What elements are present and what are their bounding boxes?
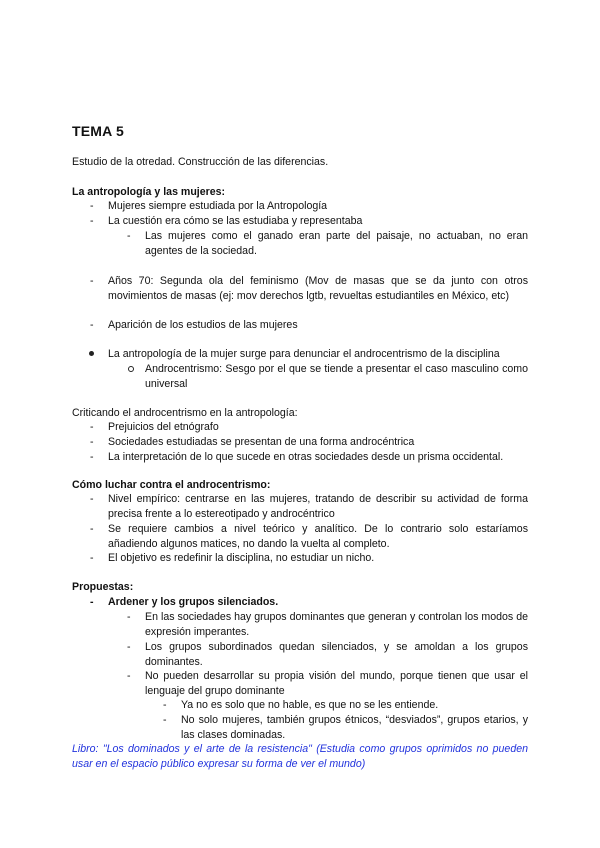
dash-marker: - xyxy=(90,275,94,287)
dash-marker: - xyxy=(127,611,131,623)
list-item: No pueden desarrollar su propia visión del mundo, porque tienen que usar el lenguaje del grupo dominante xyxy=(145,670,528,697)
list-item: No solo mujeres, también grupos étnicos, “desviados”, grupos etarios, y las clases dominadas. xyxy=(181,714,528,741)
bullet-circle-icon xyxy=(128,366,134,372)
list-item: Nivel empírico: centrarse en las mujeres, tratando de describir su actividad de forma precisa frente a lo estereotipado y androcéntrico xyxy=(108,493,528,520)
dash-marker: - xyxy=(163,699,167,711)
dash-marker: - xyxy=(127,641,131,653)
dash-marker: - xyxy=(90,596,94,608)
dash-marker: - xyxy=(127,230,131,242)
list-item: Los grupos subordinados quedan silenciados, y se amoldan a los grupos dominantes. xyxy=(145,641,528,668)
dash-marker: - xyxy=(90,552,94,564)
intro-text: Estudio de la otredad. Construcción de las diferencias. xyxy=(72,156,329,168)
section-heading-criticando: Criticando el androcentrismo en la antropología: xyxy=(72,407,298,419)
list-item: El objetivo es redefinir la disciplina, no estudiar un nicho. xyxy=(108,552,375,564)
list-item: Ya no es solo que no hable, es que no se les entiende. xyxy=(181,699,439,711)
dash-marker: - xyxy=(90,319,94,331)
list-item: En las sociedades hay grupos dominantes que generan y controlan los modos de expresión imperantes. xyxy=(145,611,528,638)
dash-marker: - xyxy=(90,215,94,227)
bullet-dot-icon xyxy=(89,351,94,356)
list-item: Las mujeres como el ganado eran parte del paisaje, no actuaban, no eran agentes de la sociedad. xyxy=(145,230,528,257)
book-note: Libro: "Los dominados y el arte de la resistencia" (Estudia como grupos oprimidos no pueden usar en el espacio público expresar su forma de ver el mundo) xyxy=(72,743,528,770)
dash-marker: - xyxy=(90,451,94,463)
section-heading-como-luchar: Cómo luchar contra el androcentrismo: xyxy=(72,479,271,491)
list-item: La cuestión era cómo se las estudiaba y representaba xyxy=(108,215,363,227)
list-item: Aparición de los estudios de las mujeres xyxy=(108,319,298,331)
dash-marker: - xyxy=(90,200,94,212)
dash-marker: - xyxy=(90,493,94,505)
dash-marker: - xyxy=(127,670,131,682)
list-item: Años 70: Segunda ola del feminismo (Mov de masas que se da junto con otros movimientos de masas (ej: mov derechos lgtb, revueltas estudiantiles en México, etc) xyxy=(108,275,528,302)
section-heading-propuestas: Propuestas: xyxy=(72,581,134,593)
dash-marker: - xyxy=(90,436,94,448)
list-item: Se requiere cambios a nivel teórico y analítico. De lo contrario solo estaríamos añadiendo algunos matices, no dando la vuelta al completo. xyxy=(108,523,528,550)
list-item: Androcentrismo: Sesgo por el que se tiende a presentar el caso masculino como universal xyxy=(145,363,528,390)
list-item: Mujeres siempre estudiada por la Antropología xyxy=(108,200,328,212)
dash-marker: - xyxy=(90,523,94,535)
sub-heading-ardener: Ardener y los grupos silenciados. xyxy=(108,596,279,608)
list-item: La interpretación de lo que sucede en otras sociedades desde un prisma occidental. xyxy=(108,451,504,463)
list-item: Sociedades estudiadas se presentan de una forma androcéntrica xyxy=(108,436,415,448)
dash-marker: - xyxy=(163,714,167,726)
list-item: Prejuicios del etnógrafo xyxy=(108,421,219,433)
list-item: La antropología de la mujer surge para denunciar el androcentrismo de la disciplina xyxy=(108,348,500,360)
dash-marker: - xyxy=(90,421,94,433)
section-heading-antropologia-mujeres: La antropología y las mujeres: xyxy=(72,186,226,198)
page-title: TEMA 5 xyxy=(72,123,125,139)
